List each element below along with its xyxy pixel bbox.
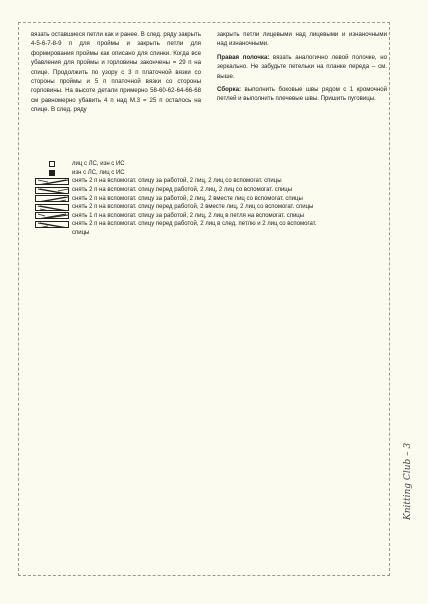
- knit-symbol-icon: [32, 160, 72, 168]
- legend-row: [32, 186, 392, 195]
- legend-row: [32, 212, 392, 221]
- legend-text: снять 2 п на вспомогат. спицу перед работой, 2 вместе лиц, 2 лиц со вспомогат. спицы: [72, 204, 314, 211]
- right-paragraph-2: [217, 53, 387, 81]
- legend-text: снять 2 п на вспомогат. спицу за работой, 2 лиц, 2 лиц со вспомогат. спицы: [72, 178, 282, 185]
- legend-row: [32, 203, 392, 212]
- legend-row: [32, 220, 392, 229]
- legend-text: снять 2 п на вспомогат. спицу перед работой, 2 лиц в след. петлю и 2 лиц со вспомогат.: [72, 221, 317, 228]
- cable-front-decrease-symbol-icon: [32, 203, 72, 211]
- left-paragraph: вязать оставшиеся петли как и ранее. В след. ряду закрыть 4-5-6-7-8-9 п для проймы и закрыть петли для формирования проймы как описано для спинки. Когда все убавления для проймы и горловины закончены = 29 п на спице. Продолжить по узору с 3 п платочной вязки со стороны проймы и 5 п платочной вязки со стороны горловины. На высоте детали примерно 58-60-62-64-66-68 см равномерно убавить 4 п над М.3 = 25 п осталось на спице. В след. ряду: [31, 31, 201, 114]
- cable-front-into-symbol-icon: [32, 220, 72, 228]
- right-front-heading: Правая полочка:: [217, 53, 270, 61]
- right-paragraph-1: закрыть петли лицевыми над лицевыми и изнаночными над изнаночными.: [217, 31, 387, 48]
- legend-text: снять 1 п на вспомогат. спицу за работой, 2 лиц, 2 лиц в петля на вспомогат. спицы: [72, 212, 305, 219]
- assembly-heading: Сборка:: [217, 86, 241, 94]
- right-paragraph-3: [217, 85, 387, 104]
- legend-row: [32, 229, 392, 238]
- cable-back-symbol-icon: [32, 177, 72, 185]
- legend-row: [32, 160, 392, 169]
- legend-text: изн с ЛС, лиц с ИС: [72, 169, 125, 176]
- legend-text: лиц с ЛС, изн с ИС: [72, 161, 125, 168]
- legend-text: спицы: [72, 230, 90, 237]
- legend-row: [32, 169, 392, 178]
- legend-text: снять 2 п на вспомогат. спицу за работой, 2 лиц, 2 вместе лиц со вспомогат. спицы: [72, 195, 303, 202]
- purl-symbol-icon: [32, 169, 72, 177]
- legend-row: [32, 194, 392, 203]
- left-text-column: [31, 30, 201, 119]
- right-text-column: [217, 30, 387, 108]
- cable-back-decrease-symbol-icon: [32, 195, 72, 203]
- cable-back-one-symbol-icon: [32, 212, 72, 220]
- stitch-legend: [32, 160, 392, 237]
- cable-front-symbol-icon: [32, 186, 72, 194]
- assembly-text: выполнить боковые швы рядом с 1 кромочной петлей и выполнить плечевые швы. Пришить пуговицы.: [217, 86, 387, 103]
- right-front-text: вязать аналогично левой полочке, но зеркально. Не забудьте петельки на планке переда – см. выше.: [217, 53, 387, 80]
- legend-row: [32, 177, 392, 186]
- legend-text: снять 2 п на вспомогат. спицу перед работой, 2 лиц, 2 лиц со вспомогат. спицы: [72, 187, 293, 194]
- page-footer: Knitting Club – 3: [403, 442, 413, 520]
